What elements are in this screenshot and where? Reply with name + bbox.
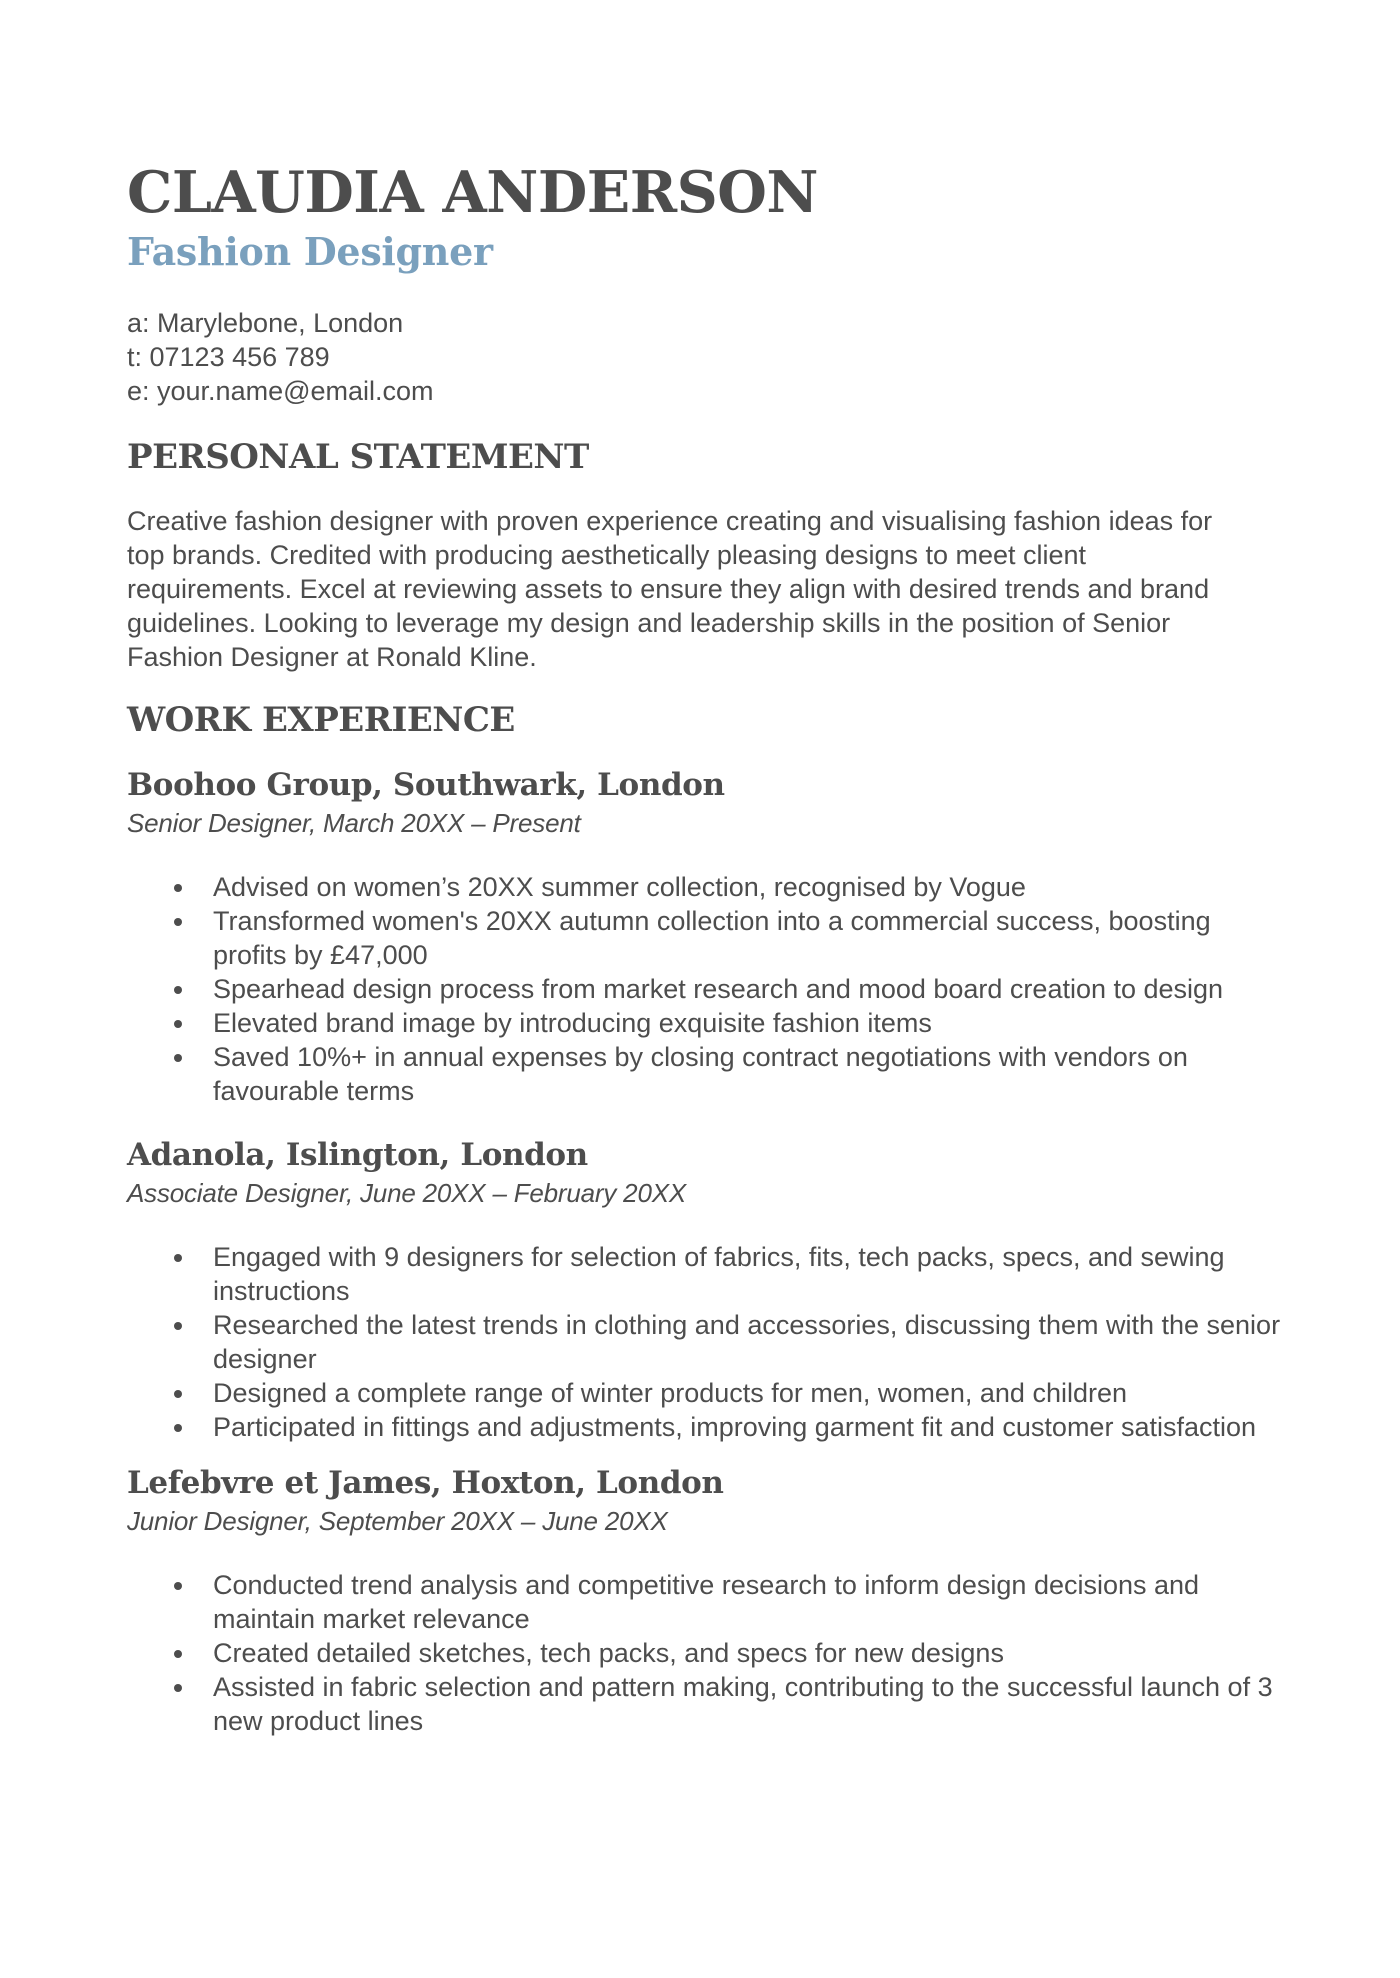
- job-role: Senior Designer, March 20XX – Present: [127, 808, 581, 838]
- candidate-title: Fashion Designer: [127, 229, 493, 274]
- personal-statement-text: Creative fashion designer with proven experience creating and visualising fashion ideas for top brands. Credited with producing aesthetically pleasing designs to meet client requirements. Excel at reviewing assets to ensure they align with desired trends and brand guidelines. Looking to leverage my design and leadership skills in the position of Senior Fashion Designer at Ronald Kline.: [127, 506, 1213, 672]
- bullet-text: Researched the latest trends in clothing and accessories, discussing them with the senior designer: [213, 1310, 1281, 1374]
- bullet-text: Engaged with 9 designers for selection of fabrics, fits, tech packs, specs, and sewing instructions: [213, 1242, 1225, 1306]
- job-bullet-list: [127, 1240, 1281, 1444]
- job-company: Lefebvre et James, Hoxton, London: [127, 1465, 724, 1501]
- list-item: [127, 972, 1287, 1006]
- list-item: [127, 1568, 1287, 1636]
- job-entry: [127, 1136, 1281, 1444]
- personal-statement-heading: PERSONAL STATEMENT: [127, 437, 589, 477]
- bullet-icon: [174, 1684, 182, 1692]
- list-item: [127, 1410, 1287, 1444]
- bullet-icon: [174, 884, 182, 892]
- bullet-icon: [174, 1054, 182, 1062]
- list-item: [127, 904, 1287, 972]
- bullet-text: Transformed women's 20XX autumn collection into a commercial success, boosting profits by £47,000: [213, 906, 1211, 970]
- contact-email: e: your.name@email.com: [127, 376, 434, 406]
- bullet-text: Participated in fittings and adjustments, improving garment fit and customer satisfaction: [213, 1412, 1257, 1442]
- list-item: [127, 1308, 1287, 1376]
- job-bullet-list: [127, 870, 1277, 1108]
- bullet-icon: [174, 1020, 182, 1028]
- list-item: [127, 1636, 1287, 1670]
- job-bullet-list: [127, 1568, 1277, 1738]
- job-entry: [127, 1464, 1277, 1738]
- bullet-icon: [174, 1424, 182, 1432]
- list-item: [127, 1040, 1287, 1108]
- list-item: [127, 1006, 1287, 1040]
- contact-phone: t: 07123 456 789: [127, 342, 330, 372]
- bullet-icon: [174, 986, 182, 994]
- job-company: Adanola, Islington, London: [127, 1137, 588, 1173]
- resume-page: [127, 159, 1281, 1738]
- bullet-text: Spearhead design process from market research and mood board creation to design: [213, 974, 1224, 1004]
- contact-address: a: Marylebone, London: [127, 308, 404, 338]
- contact-block: [127, 306, 1277, 408]
- bullet-icon: [174, 1322, 182, 1330]
- bullet-text: Designed a complete range of winter products for men, women, and children: [213, 1378, 1127, 1408]
- job-role: Associate Designer, June 20XX – February 20XX: [127, 1178, 686, 1208]
- bullet-icon: [174, 918, 182, 926]
- bullet-text: Assisted in fabric selection and pattern making, contributing to the successful launch of 3 new product lines: [213, 1672, 1273, 1736]
- job-entry: [127, 766, 1277, 1108]
- list-item: [127, 1240, 1287, 1308]
- bullet-text: Created detailed sketches, tech packs, and specs for new designs: [213, 1638, 1004, 1668]
- bullet-text: Elevated brand image by introducing exquisite fashion items: [213, 1008, 932, 1038]
- job-company: Boohoo Group, Southwark, London: [127, 767, 725, 803]
- bullet-text: Saved 10%+ in annual expenses by closing contract negotiations with vendors on favourable terms: [213, 1042, 1188, 1106]
- job-role: Junior Designer, September 20XX – June 20XX: [127, 1506, 668, 1536]
- bullet-icon: [174, 1582, 182, 1590]
- bullet-icon: [174, 1390, 182, 1398]
- candidate-name: CLAUDIA ANDERSON: [127, 159, 819, 226]
- work-experience-heading: WORK EXPERIENCE: [127, 700, 515, 740]
- list-item: [127, 1376, 1287, 1410]
- bullet-icon: [174, 1650, 182, 1658]
- bullet-text: Advised on women’s 20XX summer collection, recognised by Vogue: [213, 872, 1026, 902]
- bullet-text: Conducted trend analysis and competitive research to inform design decisions and maintain market relevance: [213, 1570, 1200, 1634]
- list-item: [127, 870, 1287, 904]
- list-item: [127, 1670, 1287, 1738]
- bullet-icon: [174, 1254, 182, 1262]
